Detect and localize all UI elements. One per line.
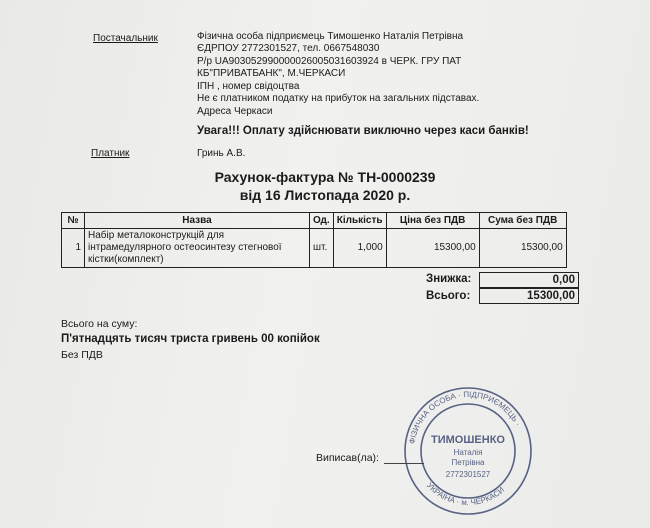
row-price: 15300,00: [386, 229, 479, 268]
invoice-date: від 16 Листопада 2020 р.: [239, 187, 411, 203]
col-header-name: Назва: [85, 213, 310, 229]
stamp-ring-top-text: ФІЗИЧНА ОСОБА · ПІДПРИЄМЕЦЬ ·: [407, 389, 523, 445]
supplier-line-7: Адреса Черкаси: [197, 106, 273, 117]
col-header-unit: Од.: [310, 213, 334, 229]
payer-label: Платник: [91, 148, 130, 159]
invoice-title: Рахунок-фактура № ТН-0000239: [214, 169, 436, 185]
supplier-line-4: КБ"ПРИВАТБАНК", М.ЧЕРКАСИ: [197, 68, 346, 79]
supplier-line-6: Не є платником податку на прибуток на загальних підставах.: [197, 93, 480, 104]
row-sum: 15300,00: [479, 229, 566, 268]
payer-value: Гринь А.В.: [197, 148, 246, 159]
supplier-line-5: ІПН , номер свідоцтва: [197, 81, 300, 92]
stamp-middle-name: Петрівна: [451, 458, 485, 467]
col-header-qty: Кількість: [333, 213, 386, 229]
col-header-sum: Сума без ПДВ: [479, 213, 566, 229]
supplier-line-2: ЄДРПОУ 2772301527, тел. 0667548030: [197, 43, 380, 54]
row-qty: 1,000: [333, 229, 386, 268]
company-stamp: [402, 385, 534, 517]
stamp-first-name: Наталія: [453, 448, 483, 457]
total-label: Всього:: [426, 290, 471, 302]
row-name-line-1: Набір металоконструкцій для: [88, 230, 225, 241]
col-header-price: Ціна без ПДВ: [386, 213, 479, 229]
table-header-row: [62, 213, 567, 229]
col-header-number: №: [62, 213, 85, 229]
row-name: [85, 229, 310, 268]
row-name-line-2: інтрамедулярного остеосинтезу стегнової: [88, 242, 282, 253]
row-name-line-3: кістки(комплект): [88, 254, 164, 265]
vat-note: Без ПДВ: [61, 349, 103, 361]
supplier-label: Постачальник: [93, 33, 158, 44]
amount-words-text: П'ятнадцять тисяч триста гривень 00 копійок: [61, 333, 320, 345]
stamp-ring-bottom-text: УКРАЇНА · м. ЧЕРКАСИ: [424, 480, 507, 508]
stamp-name: ТИМОШЕНКО: [431, 434, 505, 446]
row-number: 1: [62, 229, 85, 268]
row-unit: шт.: [310, 229, 334, 268]
items-table: [61, 212, 567, 268]
discount-label: Знижка:: [426, 273, 472, 285]
stamp-code: 2772301527: [445, 470, 491, 479]
payment-warning: Увага!!! Оплату здійснювати виключно через каси банків!: [197, 125, 529, 137]
supplier-line-1: Фізична особа підприємець Тимошенко Наталія Петрівна: [197, 31, 464, 42]
discount-value: 0,00: [479, 272, 579, 288]
amount-words-label: Всього на суму:: [61, 318, 138, 330]
supplier-line-3: Р/р UA903052990000026005031603924 в ЧЕРК. ГРУ ПАТ: [197, 56, 462, 67]
signature-label: Виписав(ла):: [316, 452, 379, 464]
total-value: 15300,00: [479, 288, 579, 304]
table-row: [62, 229, 567, 268]
